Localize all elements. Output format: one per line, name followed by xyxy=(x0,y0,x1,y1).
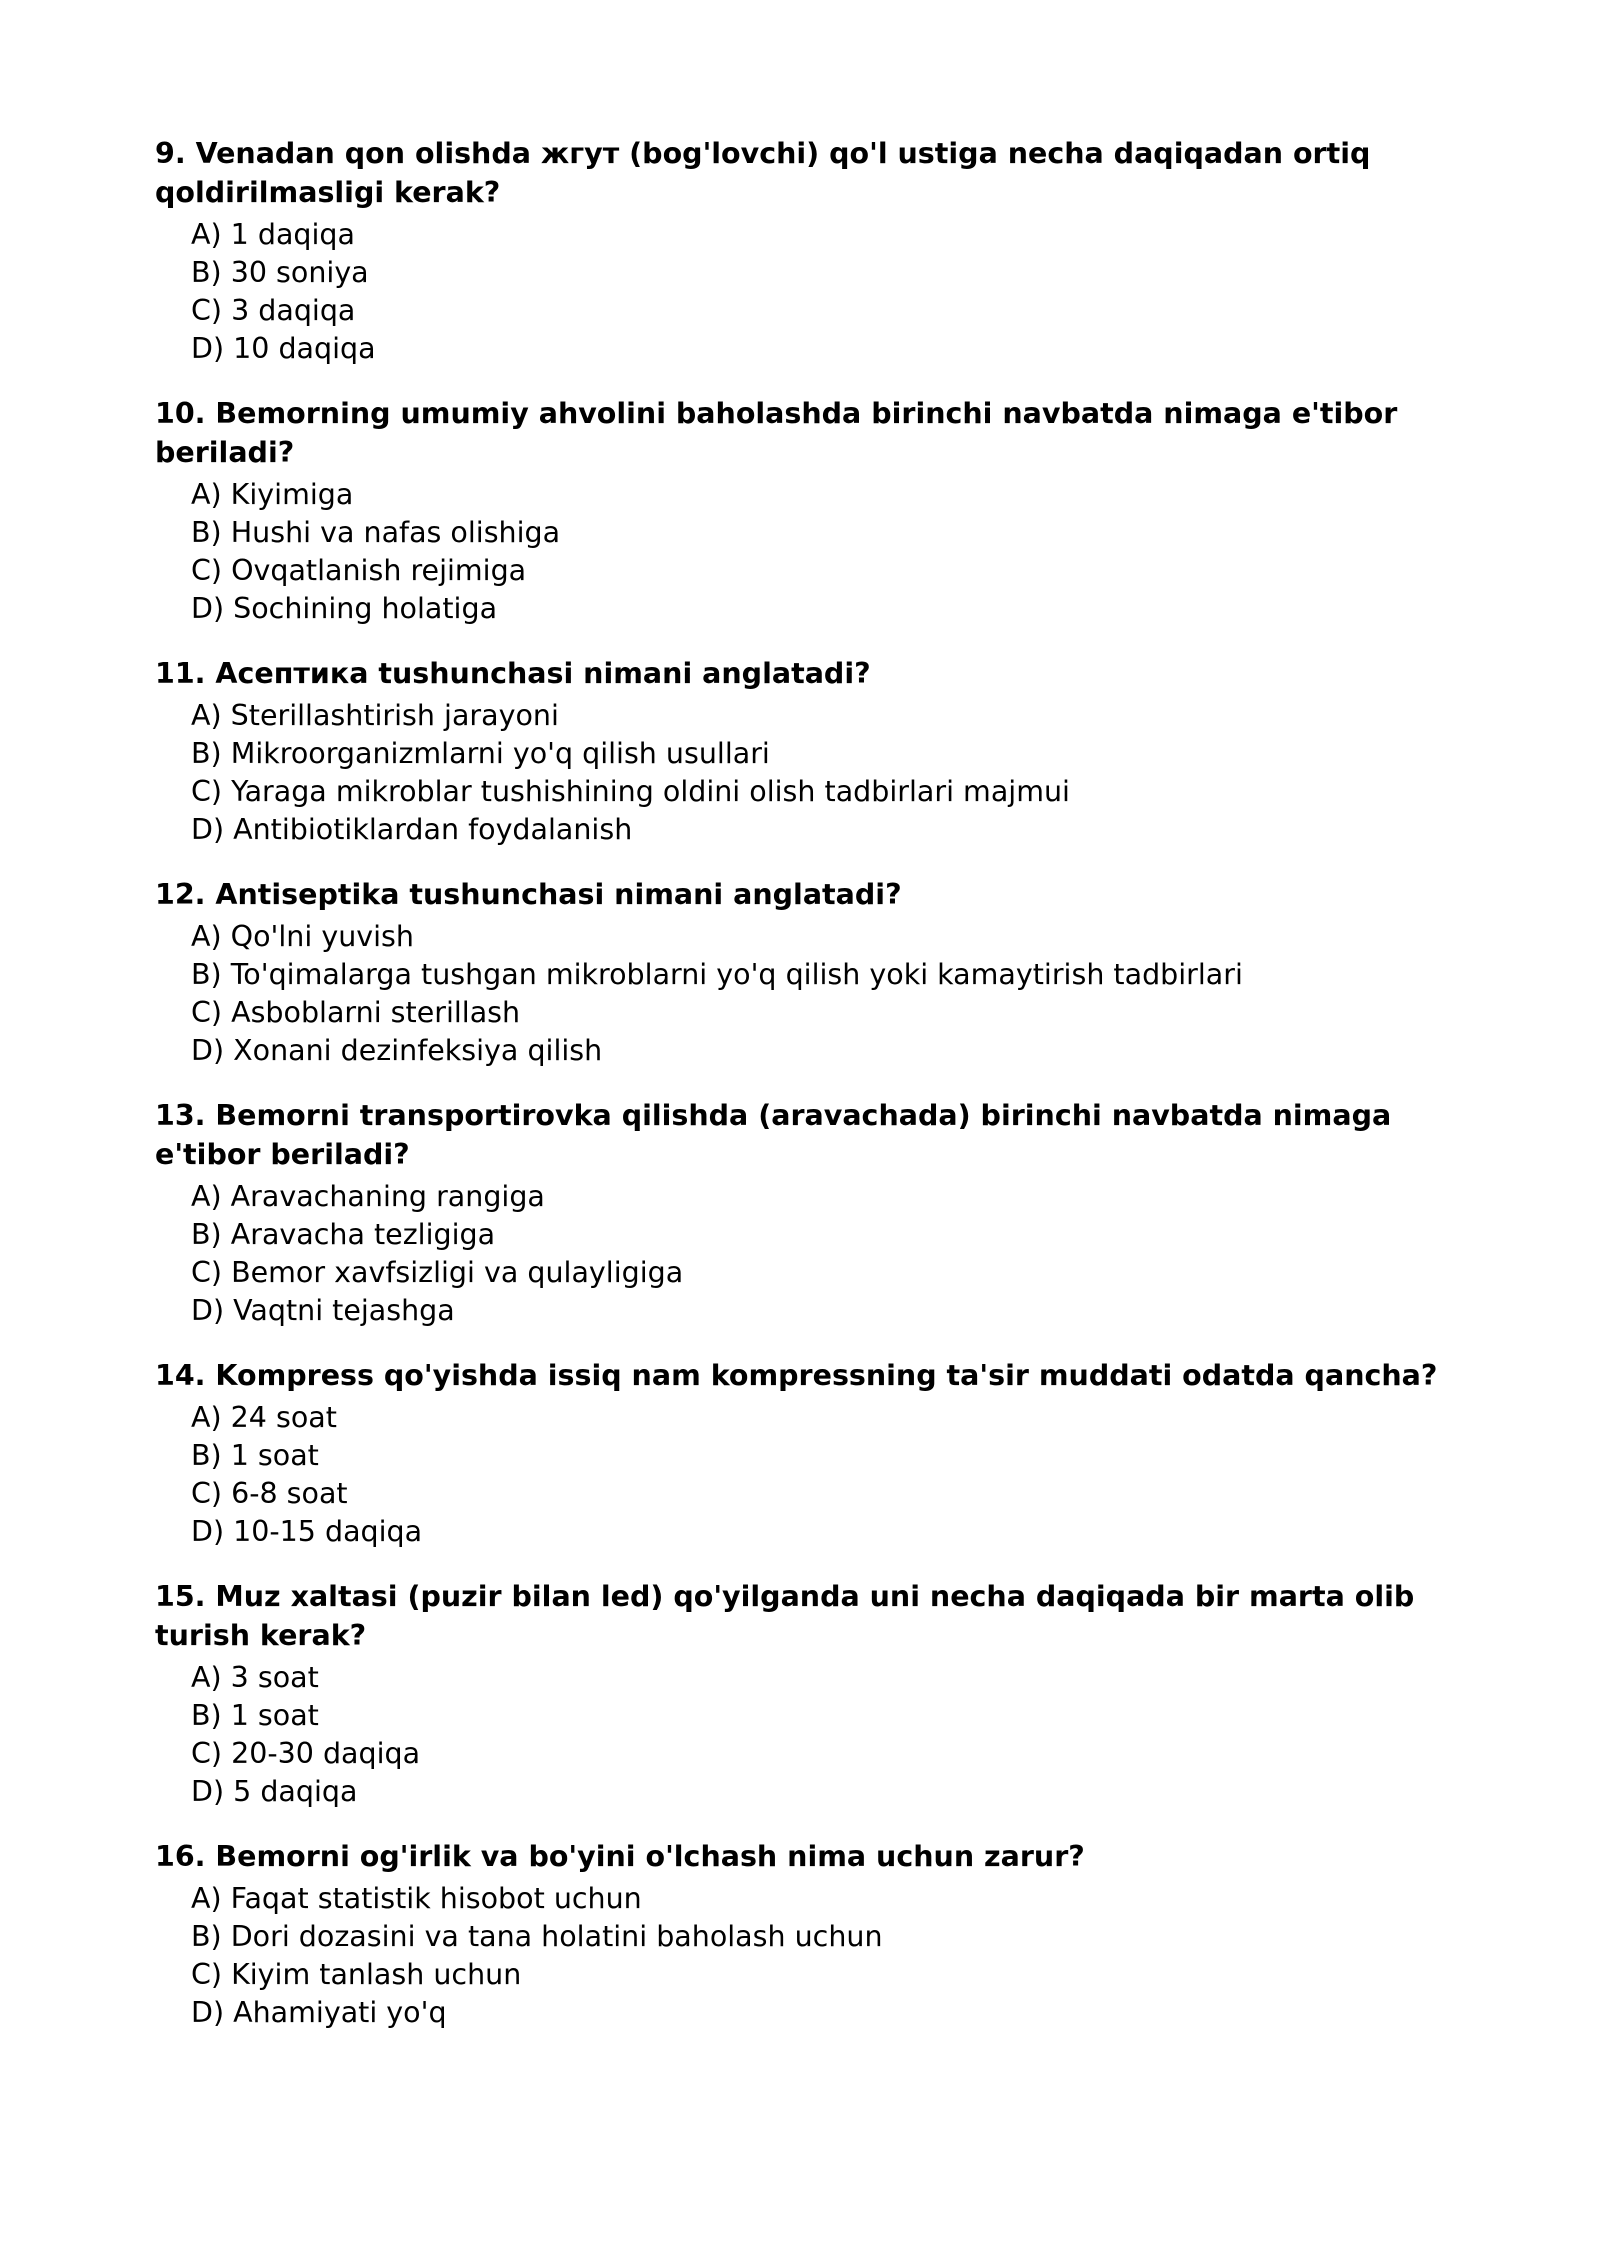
answer-option-d: D) Xonani dezinfeksiya qilish xyxy=(191,1034,603,1067)
answer-option-b: B) To'qimalarga tushgan mikroblarni yo'q qilish yoki kamaytirish tadbirlari xyxy=(191,958,1243,991)
answer-option-a: A) 24 soat xyxy=(191,1401,337,1434)
question-15 xyxy=(155,1577,1485,1811)
answer-option-a: A) Kiyimiga xyxy=(191,478,354,511)
answer-option-d: D) Vaqtni tejashga xyxy=(191,1294,455,1327)
answer-option-b: B) 30 soniya xyxy=(191,256,369,289)
question-10 xyxy=(155,394,1485,628)
question-title: 10. Bemorning umumiy ahvolini baholashda birinchi navbatda nimaga e'tibor beriladi? xyxy=(155,397,1398,469)
answer-option-d: D) Sochining holatiga xyxy=(191,592,498,625)
answer-option-b: B) Aravacha tezligiga xyxy=(191,1218,496,1251)
answer-option-c: C) 20-30 daqiqa xyxy=(191,1737,421,1770)
question-title: 16. Bemorni og'irlik va bo'yini o'lchash nima uchun zarur? xyxy=(155,1840,1085,1873)
answer-option-b: B) 1 soat xyxy=(191,1699,319,1732)
answer-option-a: A) Qo'lni yuvish xyxy=(191,920,414,953)
question-9 xyxy=(155,134,1485,368)
answer-option-c: C) Yaraga mikroblar tushishining oldini olish tadbirlari majmui xyxy=(191,775,1070,808)
answer-option-a: A) 1 daqiqa xyxy=(191,218,355,251)
answer-option-b: B) 1 soat xyxy=(191,1439,319,1472)
question-title: 11. Асептика tushunchasi nimani anglatadi? xyxy=(155,657,871,690)
answer-options xyxy=(155,918,1485,1070)
answer-option-d: D) 5 daqiqa xyxy=(191,1775,358,1808)
question-title: 14. Kompress qo'yishda issiq nam kompressning ta'sir muddati odatda qancha? xyxy=(155,1359,1438,1392)
answer-option-d: D) 10 daqiqa xyxy=(191,332,376,365)
question-11 xyxy=(155,654,1485,849)
answer-options xyxy=(155,697,1485,849)
answer-option-c: C) Ovqatlanish rejimiga xyxy=(191,554,527,587)
answer-option-c: C) 6-8 soat xyxy=(191,1477,348,1510)
answer-option-a: A) 3 soat xyxy=(191,1661,319,1694)
question-title: 12. Antiseptika tushunchasi nimani anglatadi? xyxy=(155,878,902,911)
answer-options xyxy=(155,1880,1485,2032)
answer-option-d: D) Ahamiyati yo'q xyxy=(191,1996,447,2029)
answer-option-c: C) 3 daqiqa xyxy=(191,294,356,327)
answer-option-b: B) Dori dozasini va tana holatini baholash uchun xyxy=(191,1920,883,1953)
answer-option-c: C) Bemor xavfsizligi va qulayligiga xyxy=(191,1256,684,1289)
answer-options xyxy=(155,216,1485,368)
answer-option-a: A) Faqat statistik hisobot uchun xyxy=(191,1882,642,1915)
question-12 xyxy=(155,875,1485,1070)
question-title: 15. Muz xaltasi (puzir bilan led) qo'yilganda uni necha daqiqada bir marta olib turish kerak? xyxy=(155,1580,1415,1652)
answer-option-a: A) Sterillashtirish jarayoni xyxy=(191,699,559,732)
question-13 xyxy=(155,1096,1485,1330)
answer-option-c: C) Asboblarni sterillash xyxy=(191,996,521,1029)
answer-options xyxy=(155,1659,1485,1811)
answer-option-a: A) Aravachaning rangiga xyxy=(191,1180,545,1213)
question-title: 9. Venadan qon olishda жгут (bog'lovchi) qo'l ustiga necha daqiqadan ortiq qoldirilmasligi kerak? xyxy=(155,137,1371,209)
question-16 xyxy=(155,1837,1485,2032)
answer-options xyxy=(155,476,1485,628)
answer-option-c: C) Kiyim tanlash uchun xyxy=(191,1958,522,1991)
document-page xyxy=(155,134,1485,2058)
answer-option-d: D) 10-15 daqiqa xyxy=(191,1515,423,1548)
answer-options xyxy=(155,1178,1485,1330)
question-title: 13. Bemorni transportirovka qilishda (aravachada) birinchi navbatda nimaga e'tibor beriladi? xyxy=(155,1099,1392,1171)
answer-option-b: B) Mikroorganizmlarni yo'q qilish usullari xyxy=(191,737,770,770)
answer-option-d: D) Antibiotiklardan foydalanish xyxy=(191,813,633,846)
answer-options xyxy=(155,1399,1485,1551)
answer-option-b: B) Hushi va nafas olishiga xyxy=(191,516,561,549)
question-14 xyxy=(155,1356,1485,1551)
